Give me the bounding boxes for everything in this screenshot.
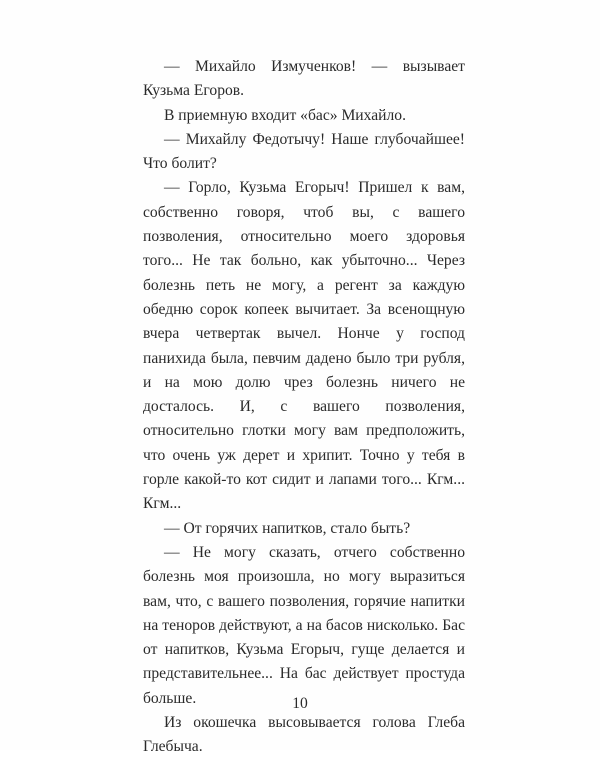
paragraph-3: — Михайлу Федотычу! Наше глубочайшее! Что болит? — [143, 130, 465, 173]
paragraph-1: — Михайло Измученков! — вызывает Кузьма Егоров. — [143, 58, 465, 100]
paragraph-7: Из окошечка высовывается голова Глеба Глебыча. — [143, 714, 465, 756]
paragraph-4: — Горло, Кузьма Егорыч! Пришел к вам, собственно говоря, чтоб вы, с вашего позволения, относительно моего здоровья того... Не так больно, как убыточно... Через болезнь петь не могу, а регент за каждую обедню сорок копеек вычитает. За всенощную вчера четвертак вычел. Нонче у господ панихида была, певчим дадено было три рубля, и на мою долю чрез болезнь ничего не досталось. И, с вашего позволения, относительно глотки могу вам предположить, что очень уж дерет и хрипит. Точно у тебя в горле какой-то кот сидит и лапами того... Кгм... Кгм... — [143, 179, 465, 513]
page-number: 10 — [292, 695, 308, 712]
paragraph-2: В приемную входит «бас» Михайло. — [164, 106, 406, 124]
body-text — [143, 55, 465, 760]
paragraph-5: — От горячих напитков, стало быть? — [164, 519, 411, 537]
paragraph-6: — Не могу сказать, отчего собственно болезнь моя произошла, но могу выразиться вам, что, с вашего позволения, горячие напитки на теноров действуют, а на басов нисколько. Бас от напитков, Кузьма Егорыч, гуще делается и представительнее... На бас действует простуда больше. — [143, 543, 465, 707]
